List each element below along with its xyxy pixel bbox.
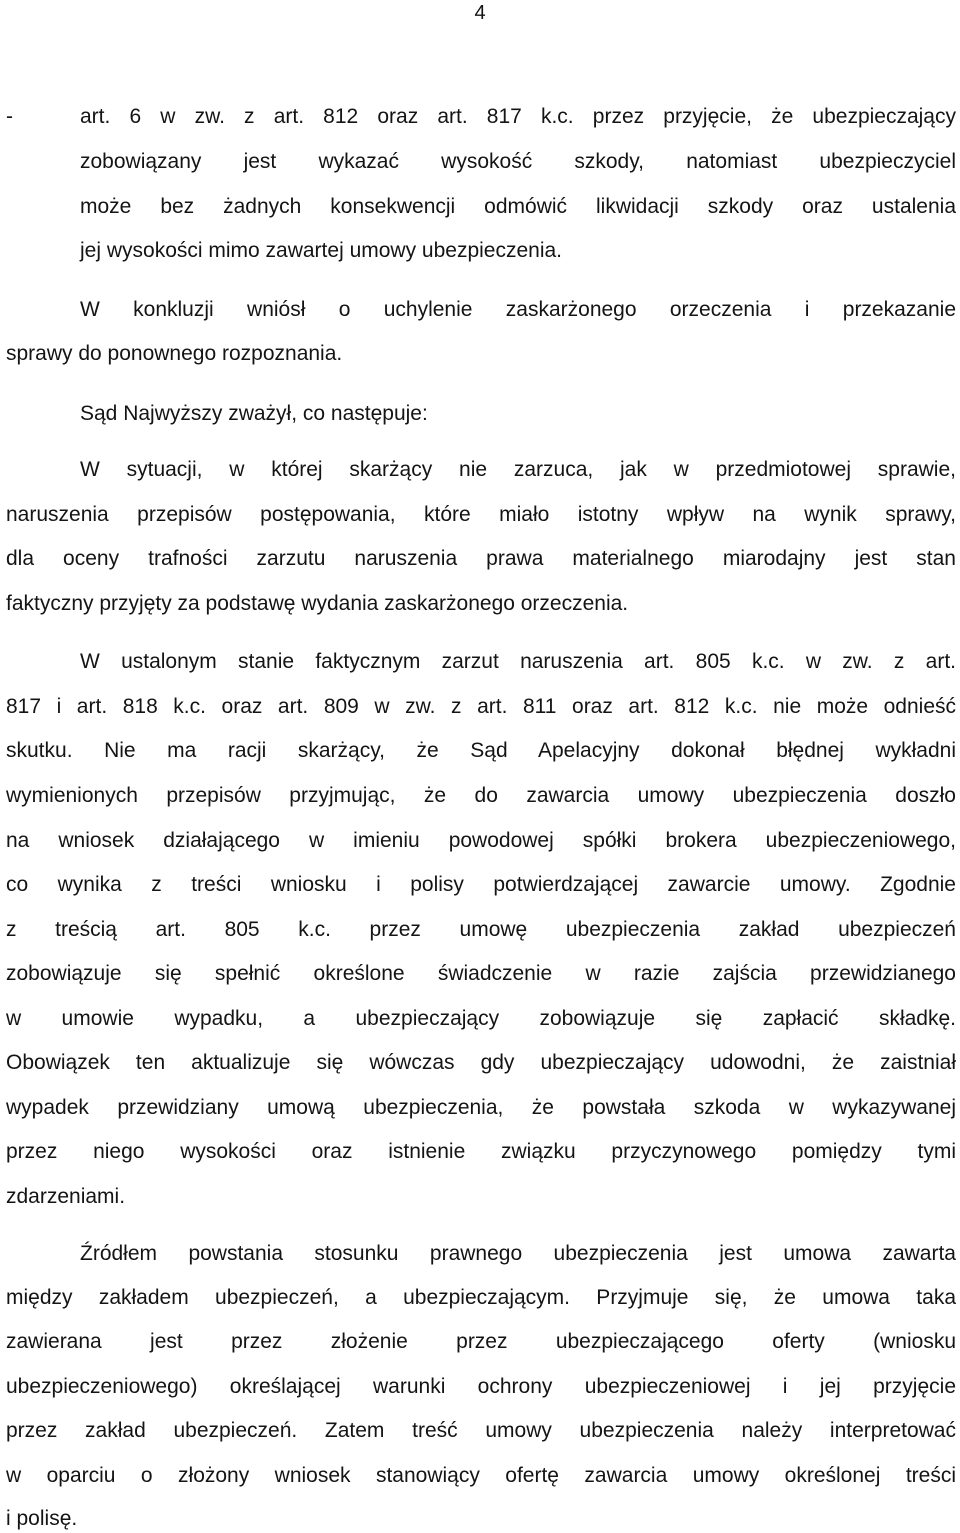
paragraph-line: zdarzeniami. [6,1185,126,1208]
paragraph-line: w oparciu o złożony wniosek stanowiący ofertę zawarcia umowy określonej treści [6,1464,956,1487]
paragraph-line: i polisę. [6,1507,78,1530]
paragraph-line: skutku. Nie ma racji skarżący, że Sąd Apelacyjny dokonał błędnej wykładni [6,739,956,762]
paragraph-line: wymienionych przepisów przyjmując, że do zawarcia umowy ubezpieczenia doszło [6,784,956,807]
paragraph-line: przez zakład ubezpieczeń. Zatem treść umowy ubezpieczenia należy interpretować [6,1419,956,1442]
paragraph-line: Obowiązek ten aktualizuje się wówczas gdy ubezpieczający udowodni, że zaistniał [6,1051,956,1074]
paragraph-line: Źródłem powstania stosunku prawnego ubezpieczenia jest umowa zawarta [80,1242,956,1265]
paragraph-line: na wniosek działającego w imieniu powodowej spółki brokera ubezpieczeniowego, [6,829,956,852]
paragraph-line: W ustalonym stanie faktycznym zarzut naruszenia art. 805 k.c. w zw. z art. [80,650,956,673]
paragraph-line: W sytuacji, w której skarżący nie zarzuca, jak w przedmiotowej sprawie, [80,458,956,481]
page-number: 4 [474,2,486,24]
paragraph-line: zawierana jest przez złożenie przez ubezpieczającego oferty (wniosku [6,1330,956,1353]
bullet-line: art. 6 w zw. z art. 812 oraz art. 817 k.c. przez przyjęcie, że ubezpieczający [80,105,956,128]
paragraph-line: między zakładem ubezpieczeń, a ubezpieczającym. Przyjmuje się, że umowa taka [6,1286,956,1309]
paragraph-line: zobowiązuje się spełnić określone świadczenie w razie zajścia przewidzianego [6,962,956,985]
paragraph-line: faktyczny przyjęty za podstawę wydania zaskarżonego orzeczenia. [6,592,629,615]
paragraph-line: przez niego wysokości oraz istnienie związku przyczynowego pomiędzy tymi [6,1140,956,1163]
paragraph-line: z treścią art. 805 k.c. przez umowę ubezpieczenia zakład ubezpieczeń [6,918,956,941]
bullet-line: jej wysokości mimo zawartej umowy ubezpieczenia. [80,239,563,262]
paragraph-line: w umowie wypadku, a ubezpieczający zobowiązuje się zapłacić składkę. [6,1007,956,1030]
bullet-line: zobowiązany jest wykazać wysokość szkody, natomiast ubezpieczyciel [80,150,956,173]
list-bullet-dash: - [6,105,13,128]
paragraph-line: ubezpieczeniowego) określającej warunki ochrony ubezpieczeniowej i jej przyjęcie [6,1375,956,1398]
paragraph-line: W konkluzji wniósł o uchylenie zaskarżonego orzeczenia i przekazanie [80,298,956,321]
section-heading: Sąd Najwyższy zważył, co następuje: [80,402,428,425]
paragraph-line: sprawy do ponownego rozpoznania. [6,342,343,365]
paragraph-line: naruszenia przepisów postępowania, które miało istotny wpływ na wynik sprawy, [6,503,956,526]
paragraph-line: 817 i art. 818 k.c. oraz art. 809 w zw. z art. 811 oraz art. 812 k.c. nie może odnieść [6,695,956,718]
paragraph-line: co wynika z treści wniosku i polisy potwierdzającej zawarcie umowy. Zgodnie [6,873,956,896]
paragraph-line: dla oceny trafności zarzutu naruszenia prawa materialnego miarodajny jest stan [6,547,956,570]
bullet-line: może bez żadnych konsekwencji odmówić likwidacji szkody oraz ustalenia [80,195,956,218]
paragraph-line: wypadek przewidziany umową ubezpieczenia, że powstała szkoda w wykazywanej [6,1096,956,1119]
